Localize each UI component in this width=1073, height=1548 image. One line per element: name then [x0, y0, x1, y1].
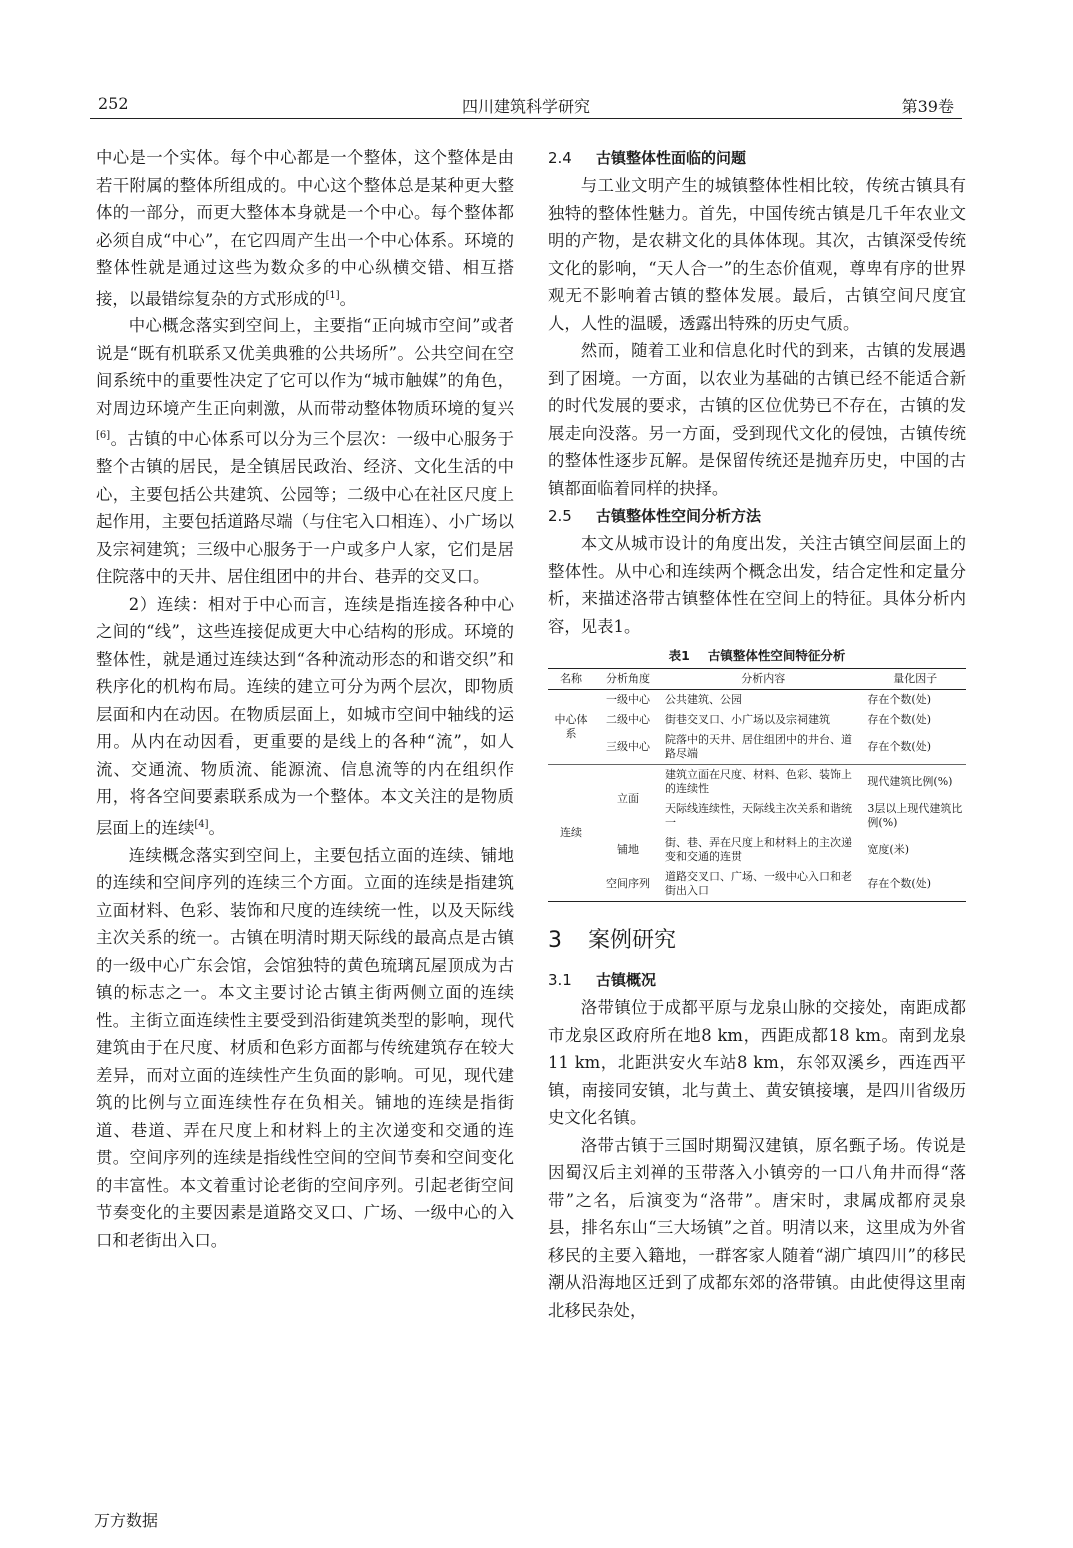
table-header: 分析内容 [662, 669, 864, 690]
paragraph: 洛带古镇于三国时期蜀汉建镇，原名甄子场。传说是因蜀汉后主刘禅的玉带落入小镇旁的一口八角井而得“落带”之名，后演变为“洛带”。唐宋时，隶属成都府灵泉县，排名东山“三大场镇”之首。明清以来，这里成为外省移民的主要入籍地，一群客家人随着“湖广填四川”的移民潮从沿海地区迁到了成都东郊的洛带镇。由此使得这里南北移民杂处， [548, 1135, 966, 1320]
table-cell: 空间序列 [606, 877, 650, 890]
section-heading: 2.5 古镇整体性空间分析方法 [548, 507, 762, 525]
table-cell: 三级中心 [606, 740, 650, 753]
table-cell: 院落中的天井、居住组团中的井台、道路尽端 [665, 733, 852, 760]
paragraph: 连续概念落实到空间上，主要包括立面的连续、铺地的连续和空间序列的连续三个方面。立面的连续是指建筑立面材料、色彩、装饰和尺度的连续统一性，以及天际线主次关系的统一。古镇在明清时期天际线的最高点是古镇的一级中心广东会馆，会馆独特的黄色琉璃瓦屋顶成为古镇的标志之一。本文主要讨论古镇主街两侧立面的连续性。主街立面连续性主要受到沿街建筑类型的影响，现代建筑由于在尺度、材质和色彩方面都与传统建筑存在较大差异，而对立面的连续性产生负面的影响。可见，现代建筑的比例与立面连续性存在负相关。铺地的连续是指街道、巷道、弄在尺度上和材料上的主次递变和交通的连贯。空间序列的连续是指线性空间的空间节奏和空间变化的丰富性。本文着重讨论老街的空间序列。引起老街空间节奏变化的主要因素是道路交叉口、广场、一级中心的入口和老街出入口。 [96, 845, 514, 1250]
table-caption: 表1 古镇整体性空间特征分析 [668, 648, 846, 663]
table-header: 名称 [548, 669, 594, 690]
paragraph: 中心是一个实体。每个中心都是一个整体，这个整体是由若干附属的整体所组成的。中心这个整体总是某种更大整体的一部分，而更大整体本身就是一个中心。每个整体都必须自成“中心”，在它四周产生出一个中心体系。环境的整体性就是通过这些为数众多的中心纵横交错、相互搭接，以最错综复杂的方式形成的[1]。 [96, 148, 514, 308]
page-number: 252 [98, 94, 129, 113]
table-row [548, 690, 966, 711]
table-row [548, 730, 966, 765]
table-header: 量化因子 [864, 669, 966, 690]
analysis-table [548, 668, 966, 902]
paragraph: 然而，随着工业和信息化时代的到来，古镇的发展遇到了困境。一方面，以农业为基础的古镇已经不能适合新的时代发展的要求，古镇的区位优势已不存在，古镇的发展走向没落。另一方面，受到现代文化的侵蚀，古镇传统的整体性逐步瓦解。是保留传统还是抛弃历史，中国的古镇都面临着同样的抉择。 [548, 341, 966, 498]
journal-title: 四川建筑科学研究 [461, 97, 590, 116]
table-cell: 天际线连续性，天际线主次关系和谐统一 [665, 802, 852, 829]
left-column [96, 144, 514, 1254]
table-cell: 宽度(米) [867, 843, 909, 856]
section-heading: 3.1 古镇概况 [548, 971, 657, 989]
table-row [548, 833, 966, 867]
table-cell: 街巷交叉口、小广场以及宗祠建筑 [665, 713, 830, 726]
table-cell: 铺地 [617, 843, 639, 856]
table-cell: 道路交叉口、广场、一级中心入口和老街出入口 [665, 870, 852, 897]
table-row [548, 867, 966, 902]
table-cell: 立面 [594, 765, 662, 834]
table-cell: 街、巷、弄在尺度上和材料上的主次递变和交通的连贯 [665, 836, 852, 863]
paragraph: 与工业文明产生的城镇整体性相比较，传统古镇具有独特的整体性魅力。首先，中国传统古镇是几千年农业文明的产物，是农耕文化的具体体现。其次，古镇深受传统文化的影响，“天人合一”的生态价值观，尊卑有序的世界观无不影响着古镇的整体发展。最后，古镇空间尺度宜人，人性的温暖，透露出特殊的历史气质。 [548, 176, 966, 333]
table-cell: 中心体系 [554, 713, 588, 740]
table-row [548, 765, 966, 800]
table-cell: 建筑立面在尺度、材料、色彩、装饰上的连续性 [662, 765, 864, 800]
watermark: 万方数据 [94, 1511, 159, 1530]
running-header [90, 88, 962, 116]
paragraph: 洛带镇位于成都平原与龙泉山脉的交接处，南距成都市龙泉区政府所在地8 km，西距成都18 km。南到龙泉11 km，北距洪安火车站8 km，东邻双溪乡，西连西平镇，南接同安镇，北与黄土、黄安镇接壤，是四川省级历史文化名镇。 [548, 998, 966, 1127]
chapter-heading: 3 案例研究 [548, 928, 677, 953]
table-cell: 存在个数(处) [867, 740, 931, 753]
table-cell: 存在个数(处) [867, 713, 931, 726]
volume-label: 第39卷 [901, 97, 954, 116]
table-row [548, 710, 966, 730]
paragraph: 中心概念落实到空间上，主要指“正向城市空间”或者说是“既有机联系又优美典雅的公共场所”。公共空间在空间系统中的重要性决定了它可以作为“城市触媒”的角色，对周边环境产生正向刺激，从而带动整体物质环境的复兴[6]。古镇的中心体系可以分为三个层次：一级中心服务于整个古镇的居民，是全镇居民政治、经济、文化生活的中心，主要包括公共建筑、公园等；二级中心在社区尺度上起作用，主要包括道路尽端（与住宅入口相连）、小广场以及宗祠建筑；三级中心服务于一户或多户人家，它们是居住院落中的天井、居住组团中的井台、巷弄的交叉口。 [96, 316, 514, 587]
right-column [548, 144, 966, 1324]
table-cell: 现代建筑比例(%) [864, 765, 966, 800]
table-cell: 3层以上现代建筑比例(%) [867, 802, 963, 829]
section-heading: 2.4 古镇整体性面临的问题 [548, 149, 747, 167]
table-cell: 存在个数(处) [867, 877, 931, 890]
table-header: 分析角度 [594, 669, 662, 690]
table-cell: 公共建筑、公园 [665, 693, 742, 706]
table-cell: 连续 [548, 765, 594, 902]
header-rule [90, 118, 962, 119]
citation: [1] [325, 289, 340, 301]
table-cell: 二级中心 [606, 713, 650, 726]
citation: [4] [194, 818, 209, 830]
table-cell: 存在个数(处) [867, 693, 931, 706]
table-cell: 一级中心 [606, 693, 650, 706]
paragraph: 本文从城市设计的角度出发，关注古镇空间层面上的整体性。从中心和连续两个概念出发，结合定性和定量分析，来描述洛带古镇整体性在空间上的特征。具体分析内容，见表1。 [548, 534, 966, 636]
citation: [6] [96, 430, 111, 442]
paragraph: 2）连续：相对于中心而言，连续是指连接各种中心之间的“线”，这些连接促成更大中心结构的形成。环境的整体性，就是通过连续达到“各种流动形态的和谐交织”和秩序化的机构布局。连续的建立可分为两个层次，即物质层面和内在动因。在物质层面上，如城市空间中轴线的运用。从内在动因看，更重要的是线上的各种“流”，如人流、交通流、物质流、能源流、信息流等的内在组织作用，将各空间要素联系成为一个整体。本文关注的是物质层面上的连续[4]。 [96, 594, 514, 838]
